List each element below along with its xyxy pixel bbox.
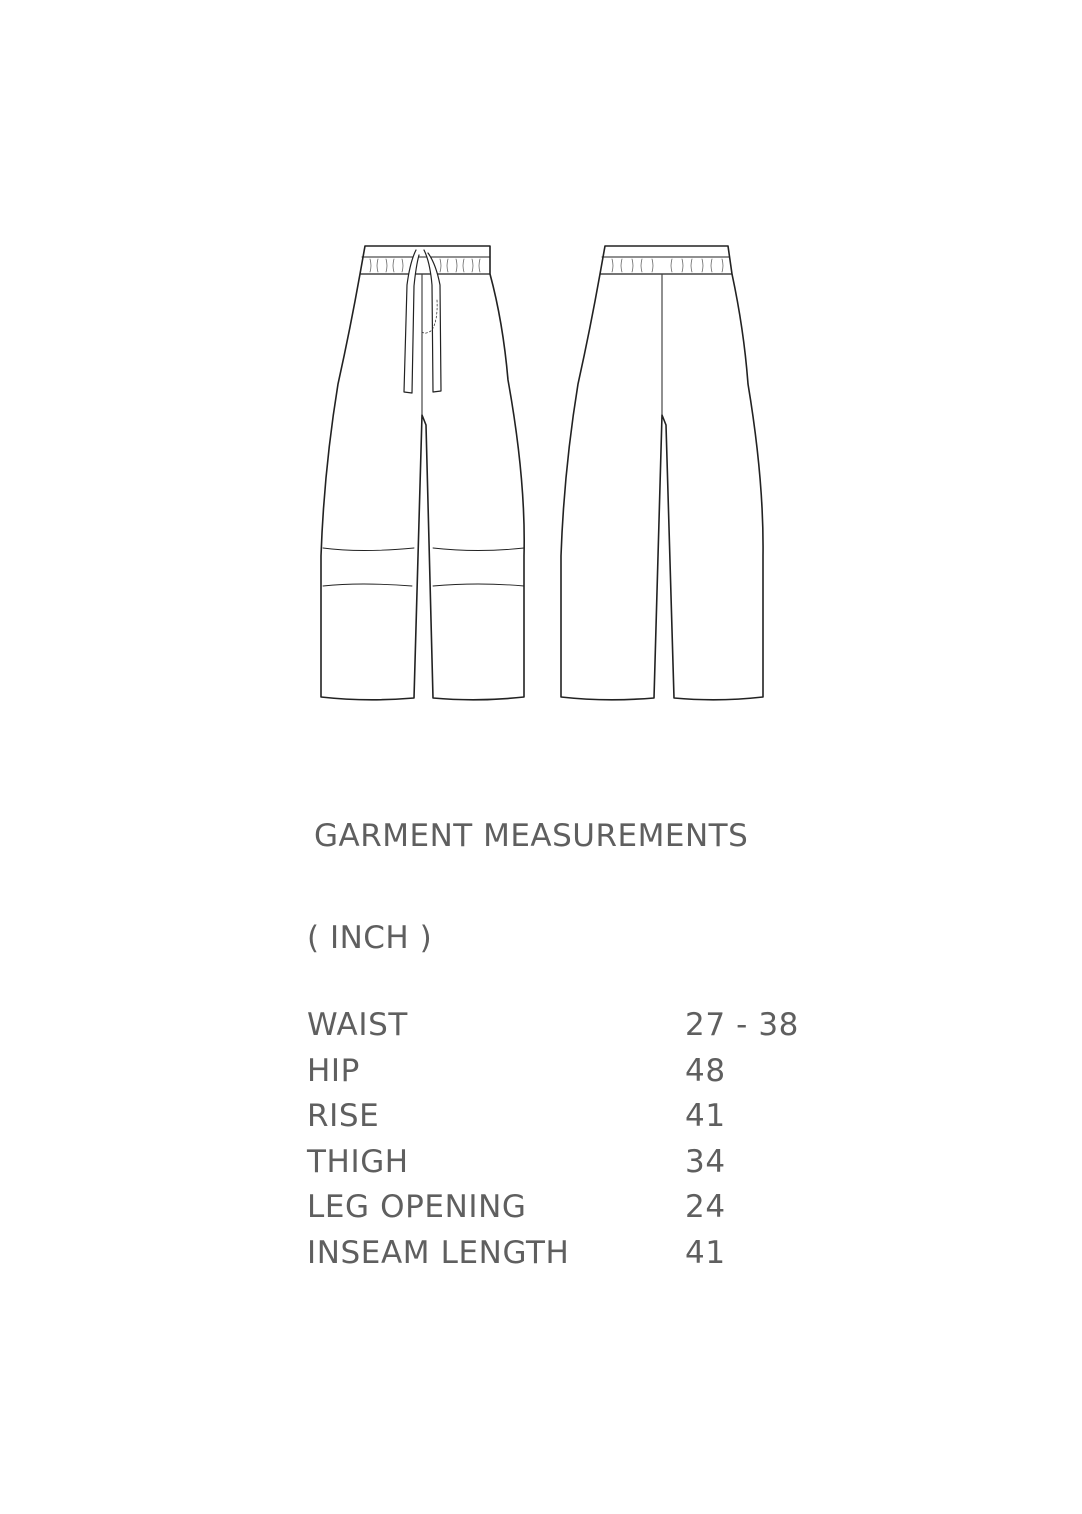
- measurement-label: HIP: [307, 1052, 360, 1089]
- measurement-value: 41: [685, 1234, 726, 1271]
- measurement-row-thigh: [307, 1142, 867, 1188]
- measurement-value: 34: [685, 1143, 726, 1180]
- measurement-row-hip: [307, 1051, 867, 1097]
- measurement-label: INSEAM LENGTH: [307, 1234, 570, 1271]
- measurement-row-rise: [307, 1096, 867, 1142]
- measurement-value: 27 - 38: [685, 1007, 799, 1043]
- pants-front-view: [321, 246, 524, 700]
- measurement-row-leg-opening: [307, 1187, 867, 1233]
- unit-label: ( INCH ): [307, 920, 433, 956]
- measurement-value: 24: [685, 1189, 726, 1225]
- pants-back-view: [561, 246, 763, 700]
- measurement-row-waist: [307, 1005, 867, 1051]
- measurements-table: [307, 1005, 867, 1278]
- measurement-row-inseam-length: [307, 1233, 867, 1279]
- measurement-label: RISE: [307, 1098, 380, 1134]
- measurement-label: WAIST: [307, 1007, 408, 1043]
- measurement-label: THIGH: [307, 1143, 409, 1180]
- measurement-label: LEG OPENING: [307, 1189, 527, 1225]
- measurement-value: 41: [685, 1098, 726, 1134]
- section-title: GARMENT MEASUREMENTS: [314, 818, 749, 854]
- measurement-value: 48: [685, 1052, 726, 1089]
